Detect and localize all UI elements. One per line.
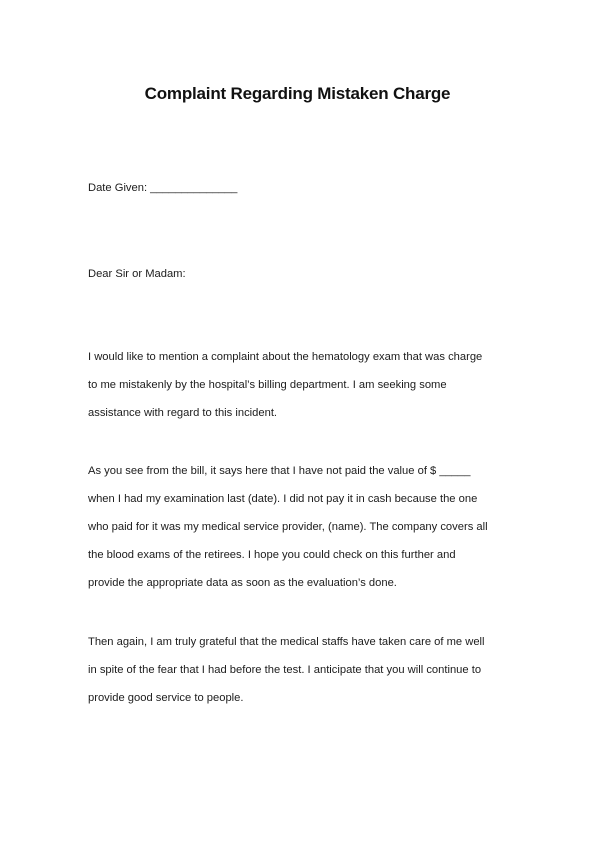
salutation: Dear Sir or Madam:	[88, 268, 186, 280]
paragraph1-line: I would like to mention a complaint about the hematology exam that was charge	[88, 351, 483, 363]
paragraph3-line: Then again, I am truly grateful that the medical staffs have taken care of me well	[88, 636, 485, 648]
paragraph2-line: As you see from the bill, it says here that I have not paid the value of $ _____	[88, 465, 471, 477]
paragraph1-line: to me mistakenly by the hospital’s billing department. I am seeking some	[88, 379, 447, 391]
paragraph3-line: in spite of the fear that I had before the test. I anticipate that you will continue to	[88, 664, 482, 676]
paragraph3-line: provide good service to people.	[88, 692, 244, 704]
paragraph2-line: who paid for it was my medical service provider, (name). The company covers all	[88, 521, 488, 533]
paragraph1-line: assistance with regard to this incident.	[88, 407, 278, 419]
paragraph2-line: when I had my examination last (date). I did not pay it in cash because the one	[88, 493, 478, 505]
document-title: Complaint Regarding Mistaken Charge	[144, 84, 451, 103]
date-line: Date Given: ______________	[88, 182, 238, 194]
paragraph2-line: provide the appropriate data as soon as the evaluation’s done.	[88, 577, 397, 589]
paragraph2-line: the blood exams of the retirees. I hope you could check on this further and	[88, 549, 456, 561]
